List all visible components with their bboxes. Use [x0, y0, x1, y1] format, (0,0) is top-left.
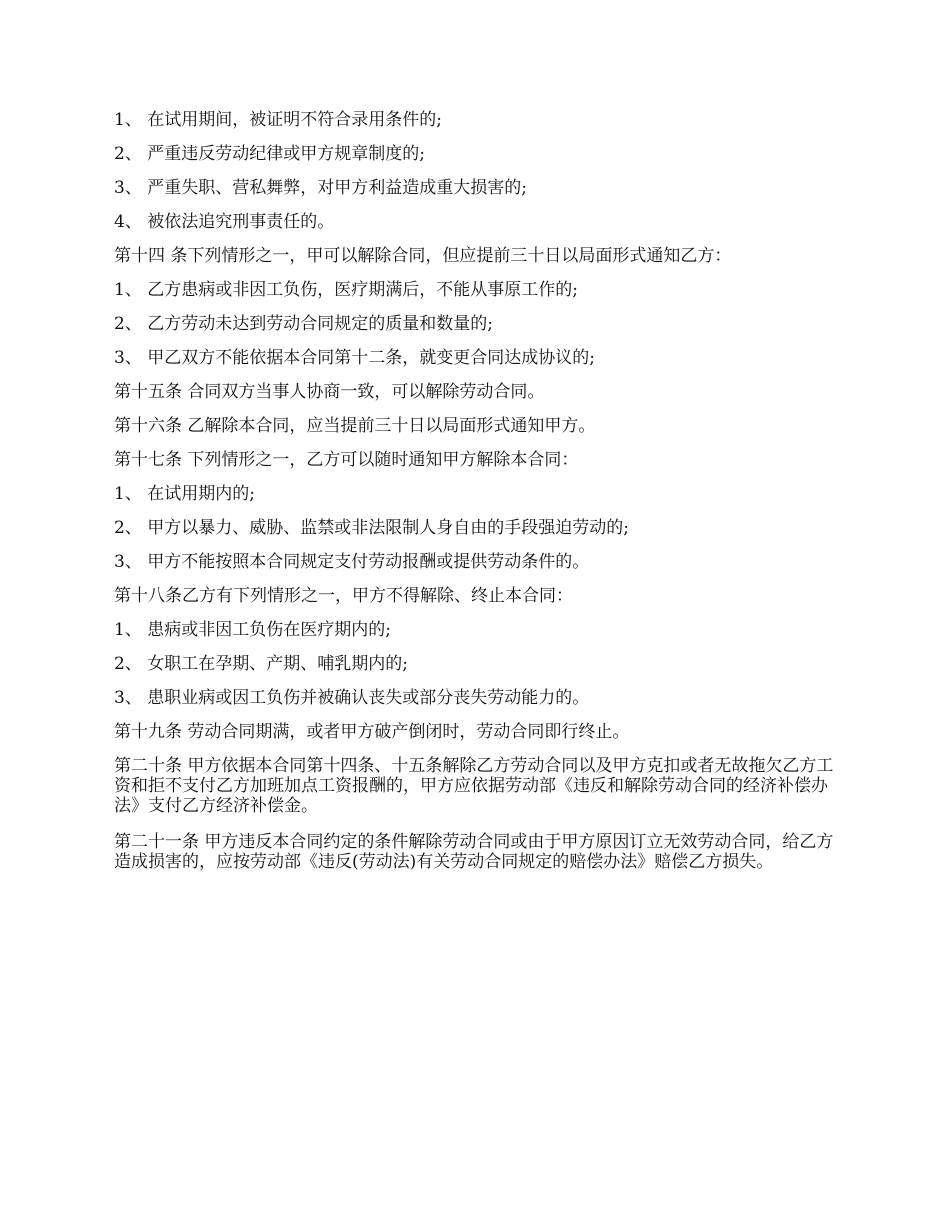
article-17: 第十七条 下列情形之一，乙方可以随时通知甲方解除本合同：	[114, 450, 579, 470]
clause-item: 1、 在试用期间，被证明不符合录用条件的;	[114, 110, 442, 130]
clause-item: 2、 乙方劳动未达到劳动合同规定的质量和数量的;	[114, 314, 493, 334]
article-14: 第十四 条下列情形之一，甲可以解除合同，但应提前三十日以局面形式通知乙方：	[114, 246, 732, 266]
article-20: 第二十条 甲方依据本合同第十四条、十五条解除乙方劳动合同以及甲方克扣或者无故拖欠乙方工资和拒不支付乙方加班加点工资报酬的，甲方应依据劳动部《违反和解除劳动合同的经济补偿办法》支付乙方经济补偿金。	[114, 756, 834, 816]
document-body	[114, 110, 844, 888]
clause-item: 1、 乙方患病或非因工负伤，医疗期满后，不能从事原工作的;	[114, 280, 578, 300]
clause-item: 1、 在试用期内的;	[114, 484, 255, 504]
clause-item: 4、 被依法追究刑事责任的。	[114, 212, 335, 232]
article-15: 第十五条 合同双方当事人协商一致，可以解除劳动合同。	[114, 382, 545, 402]
article-16: 第十六条 乙解除本合同，应当提前三十日以局面形式通知甲方。	[114, 416, 596, 436]
clause-item: 3、 甲乙双方不能依据本合同第十二条，就变更合同达成协议的;	[114, 348, 595, 368]
clause-item: 2、 严重违反劳动纪律或甲方规章制度的;	[114, 144, 425, 164]
clause-item: 3、 甲方不能按照本合同规定支付劳动报酬或提供劳动条件的。	[114, 552, 590, 572]
clause-item: 2、 甲方以暴力、威胁、监禁或非法限制人身自由的手段强迫劳动的;	[114, 518, 629, 538]
clause-item: 1、 患病或非因工负伤在医疗期内的;	[114, 620, 391, 640]
clause-item: 3、 严重失职、营私舞弊，对甲方利益造成重大损害的;	[114, 178, 527, 198]
clause-item: 2、 女职工在孕期、产期、哺乳期内的;	[114, 654, 408, 674]
article-21: 第二十一条 甲方违反本合同约定的条件解除劳动合同或由于甲方原因订立无效劳动合同，给乙方造成损害的，应按劳动部《违反(劳动法)有关劳动合同规定的赔偿办法》赔偿乙方损失。	[114, 832, 834, 872]
clause-item: 3、 患职业病或因工负伤并被确认丧失或部分丧失劳动能力的。	[114, 688, 590, 708]
article-19: 第十九条 劳动合同期满，或者甲方破产倒闭时，劳动合同即行终止。	[114, 722, 630, 742]
article-18: 第十八条乙方有下列情形之一，甲方不得解除、终止本合同：	[114, 586, 573, 606]
